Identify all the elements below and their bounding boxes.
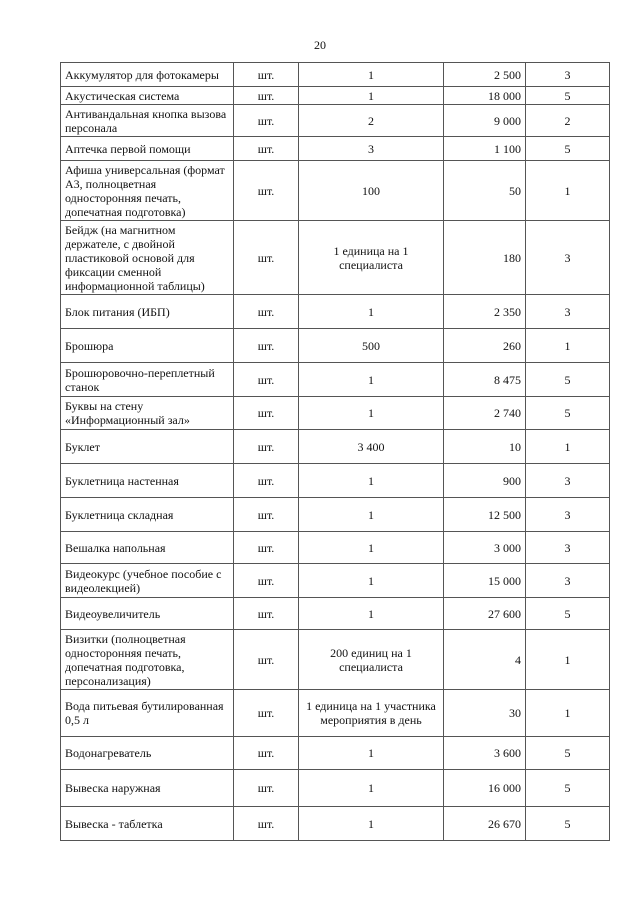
item-quantity: 1	[299, 532, 444, 564]
item-term: 5	[526, 363, 610, 397]
item-price: 15 000	[444, 564, 526, 598]
table-row	[61, 737, 610, 770]
item-quantity: 1	[299, 295, 444, 329]
item-quantity: 1	[299, 63, 444, 87]
item-unit: шт.	[234, 770, 299, 807]
item-name: Вывеска наружная	[61, 770, 234, 807]
table-row	[61, 564, 610, 598]
table-row	[61, 807, 610, 841]
table-row	[61, 464, 610, 498]
item-unit: шт.	[234, 397, 299, 430]
item-name: Буклет	[61, 430, 234, 464]
equipment-table	[60, 62, 610, 841]
item-unit: шт.	[234, 630, 299, 690]
item-name: Визитки (полноцветная односторонняя печать, допечатная подготовка, персонализация)	[61, 630, 234, 690]
item-name: Афиша универсальная (формат А3, полноцветная односторонняя печать, допечатная подготовка)	[61, 161, 234, 221]
item-price: 30	[444, 690, 526, 737]
item-term: 5	[526, 770, 610, 807]
item-unit: шт.	[234, 329, 299, 363]
item-term: 5	[526, 87, 610, 105]
table-row	[61, 105, 610, 137]
table-row	[61, 295, 610, 329]
table-row	[61, 137, 610, 161]
item-unit: шт.	[234, 430, 299, 464]
item-price: 1 100	[444, 137, 526, 161]
item-price: 18 000	[444, 87, 526, 105]
item-unit: шт.	[234, 105, 299, 137]
item-quantity: 3	[299, 137, 444, 161]
item-name: Антивандальная кнопка вызова персонала	[61, 105, 234, 137]
item-quantity: 100	[299, 161, 444, 221]
item-unit: шт.	[234, 63, 299, 87]
item-unit: шт.	[234, 87, 299, 105]
item-name: Вывеска - таблетка	[61, 807, 234, 841]
item-unit: шт.	[234, 532, 299, 564]
table-row	[61, 363, 610, 397]
item-name: Аптечка первой помощи	[61, 137, 234, 161]
item-price: 900	[444, 464, 526, 498]
item-price: 12 500	[444, 498, 526, 532]
item-name: Вешалка напольная	[61, 532, 234, 564]
item-term: 3	[526, 498, 610, 532]
item-quantity: 200 единиц на 1 специалиста	[299, 630, 444, 690]
table-row	[61, 690, 610, 737]
item-name: Буквы на стену «Информационный зал»	[61, 397, 234, 430]
item-price: 9 000	[444, 105, 526, 137]
item-quantity: 1 единица на 1 специалиста	[299, 221, 444, 295]
item-name: Буклетница настенная	[61, 464, 234, 498]
item-price: 3 000	[444, 532, 526, 564]
item-price: 3 600	[444, 737, 526, 770]
table-row	[61, 498, 610, 532]
item-price: 16 000	[444, 770, 526, 807]
item-name: Аккумулятор для фотокамеры	[61, 63, 234, 87]
item-term: 3	[526, 63, 610, 87]
item-quantity: 1	[299, 363, 444, 397]
item-unit: шт.	[234, 598, 299, 630]
item-name: Вода питьевая бутилированная 0,5 л	[61, 690, 234, 737]
item-quantity: 1	[299, 498, 444, 532]
item-quantity: 1	[299, 464, 444, 498]
item-name: Водонагреватель	[61, 737, 234, 770]
table-row	[61, 598, 610, 630]
item-price: 8 475	[444, 363, 526, 397]
item-quantity: 1	[299, 807, 444, 841]
table-row	[61, 161, 610, 221]
table-body	[61, 63, 610, 841]
item-name: Акустическая система	[61, 87, 234, 105]
item-unit: шт.	[234, 137, 299, 161]
item-quantity: 1	[299, 770, 444, 807]
item-unit: шт.	[234, 464, 299, 498]
item-term: 3	[526, 564, 610, 598]
item-unit: шт.	[234, 498, 299, 532]
item-name: Брошюра	[61, 329, 234, 363]
item-term: 5	[526, 737, 610, 770]
item-quantity: 2	[299, 105, 444, 137]
table-row	[61, 87, 610, 105]
item-quantity: 1 единица на 1 участника мероприятия в день	[299, 690, 444, 737]
item-price: 10	[444, 430, 526, 464]
item-name: Блок питания (ИБП)	[61, 295, 234, 329]
item-term: 3	[526, 464, 610, 498]
item-term: 3	[526, 221, 610, 295]
item-unit: шт.	[234, 690, 299, 737]
item-term: 5	[526, 397, 610, 430]
item-unit: шт.	[234, 363, 299, 397]
item-unit: шт.	[234, 564, 299, 598]
item-term: 5	[526, 598, 610, 630]
item-name: Буклетница складная	[61, 498, 234, 532]
item-price: 26 670	[444, 807, 526, 841]
item-term: 1	[526, 329, 610, 363]
item-term: 1	[526, 161, 610, 221]
item-term: 1	[526, 630, 610, 690]
table-row	[61, 630, 610, 690]
item-term: 2	[526, 105, 610, 137]
item-price: 2 350	[444, 295, 526, 329]
item-quantity: 3 400	[299, 430, 444, 464]
table-row	[61, 329, 610, 363]
item-name: Видеокурс (учебное пособие с видеолекцией)	[61, 564, 234, 598]
item-price: 4	[444, 630, 526, 690]
item-unit: шт.	[234, 221, 299, 295]
item-quantity: 500	[299, 329, 444, 363]
table-row	[61, 397, 610, 430]
table-row	[61, 532, 610, 564]
item-name: Видеоувеличитель	[61, 598, 234, 630]
item-unit: шт.	[234, 807, 299, 841]
item-quantity: 1	[299, 737, 444, 770]
table-row	[61, 430, 610, 464]
page-number: 20	[314, 38, 326, 52]
item-term: 3	[526, 295, 610, 329]
item-quantity: 1	[299, 87, 444, 105]
item-quantity: 1	[299, 397, 444, 430]
item-term: 3	[526, 532, 610, 564]
item-term: 5	[526, 807, 610, 841]
table-row	[61, 63, 610, 87]
item-price: 2 500	[444, 63, 526, 87]
item-unit: шт.	[234, 161, 299, 221]
item-term: 1	[526, 690, 610, 737]
item-quantity: 1	[299, 598, 444, 630]
item-name: Брошюровочно-переплетный станок	[61, 363, 234, 397]
table-row	[61, 221, 610, 295]
item-quantity: 1	[299, 564, 444, 598]
table-row	[61, 770, 610, 807]
item-price: 260	[444, 329, 526, 363]
item-term: 1	[526, 430, 610, 464]
item-unit: шт.	[234, 737, 299, 770]
item-unit: шт.	[234, 295, 299, 329]
item-name: Бейдж (на магнитном держателе, с двойной пластиковой основой для фиксации сменной информационной таблицы)	[61, 221, 234, 295]
item-price: 27 600	[444, 598, 526, 630]
item-term: 5	[526, 137, 610, 161]
item-price: 180	[444, 221, 526, 295]
item-price: 2 740	[444, 397, 526, 430]
item-price: 50	[444, 161, 526, 221]
